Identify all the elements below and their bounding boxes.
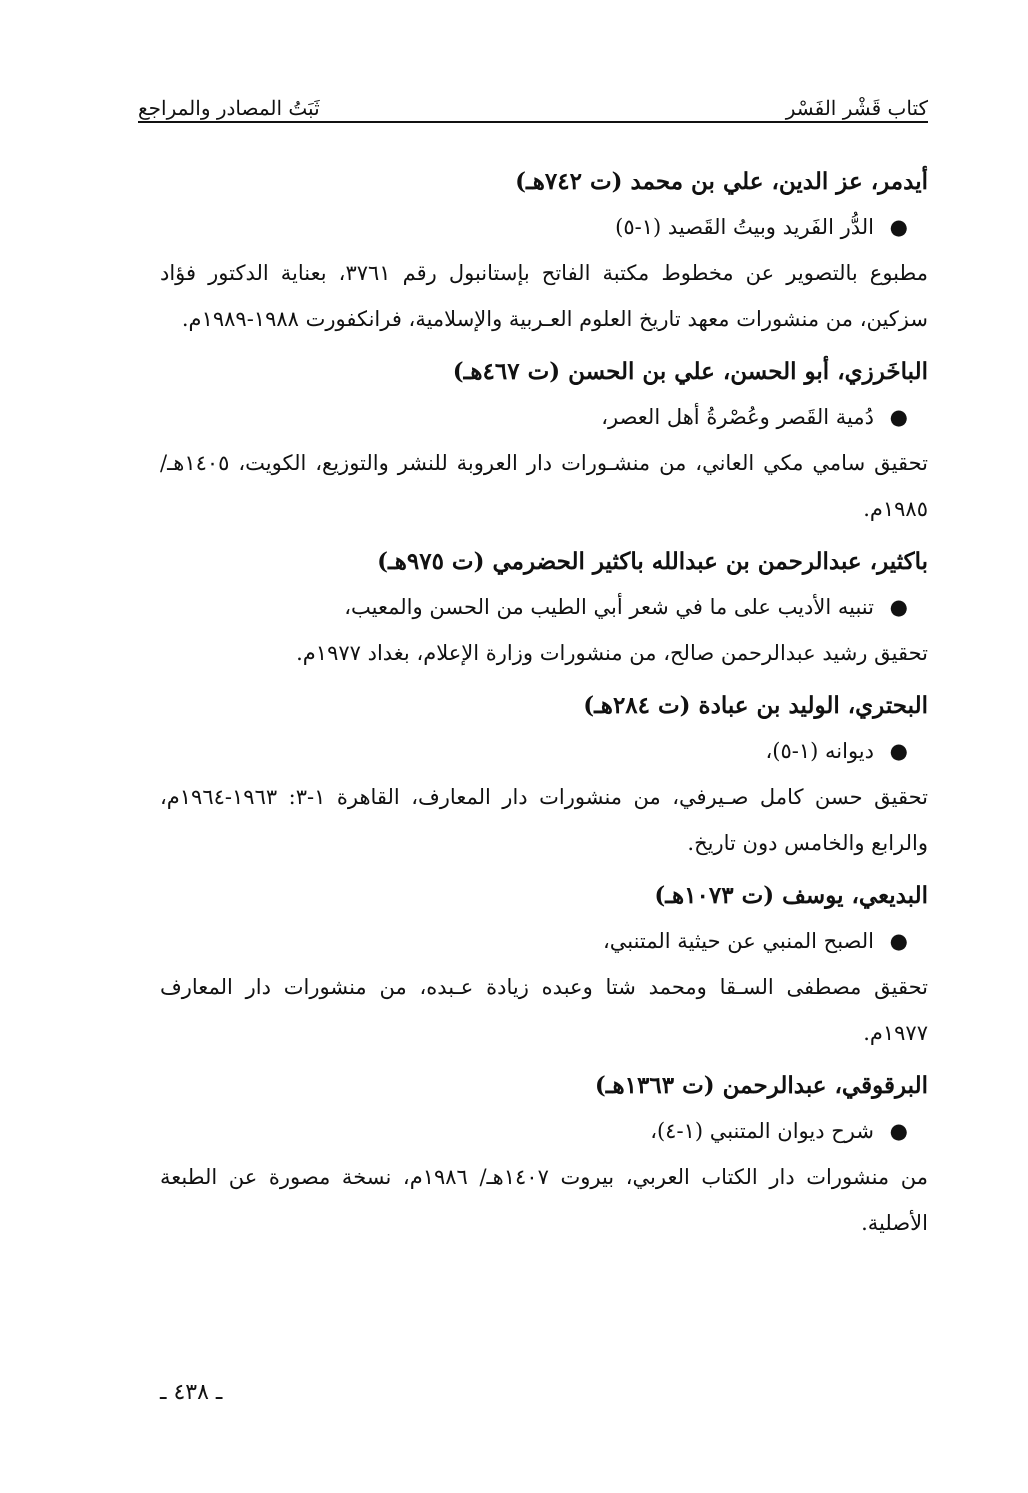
- entry-work: [160, 728, 928, 774]
- entry-author: البرقوقي، عبدالرحمن (ت ١٣٦٣هـ): [594, 1072, 928, 1099]
- entry-work-title: الدُّر الفَريد وبيتُ القَصيد (١-٥): [615, 215, 874, 239]
- entry-detail: تحقيق حسن كامل صـيرفي، من منشورات دار المعارف، القاهرة ١-٣: ١٩٦٣-١٩٦٤م، والرابع والخامس دون تاريخ.: [160, 785, 928, 855]
- entry-author: أيدمر، عز الدين، علي بن محمد (ت ٧٤٢هـ): [515, 168, 928, 195]
- entry-work-title: ديوانه (١-٥)،: [765, 739, 874, 763]
- entry-author: باكثير، عبدالرحمن بن عبدالله باكثير الحضرمي (ت ٩٧٥هـ): [377, 548, 928, 575]
- entry-work: [160, 394, 928, 440]
- entry-work: [160, 204, 928, 250]
- bibliography-entry: [160, 1064, 928, 1246]
- entry-detail: تحقيق مصطفى السـقا ومحمد شتا وعبده زيادة عـبده، من منشورات دار المعارف ١٩٧٧م.: [160, 975, 928, 1045]
- bullet-icon: ●: [889, 1119, 908, 1143]
- bullet-icon: ●: [889, 405, 908, 429]
- entry-author: الباخَرزي، أبو الحسن، علي بن الحسن (ت ٤٦٧هـ): [452, 358, 928, 385]
- entry-detail: مطبوع بالتصوير عن مخطوط مكتبة الفاتح بإستانبول رقم ٣٧٦١، بعناية الدكتور فؤاد سزكين، من منشورات معهد تاريخ العلوم العـربية والإسلامية، فرانكفورت ١٩٨٨-١٩٨٩م.: [160, 261, 928, 331]
- entry-work-title: دُمية القَصر وعُصْرةُ أهل العصر،: [601, 405, 874, 429]
- entry-detail: من منشورات دار الكتاب العربي، بيروت ١٤٠٧هـ/ ١٩٨٦م، نسخة مصورة عن الطبعة الأصلية.: [160, 1165, 929, 1235]
- bullet-icon: ●: [889, 595, 908, 619]
- bullet-icon: ●: [889, 215, 908, 239]
- entry-author: البديعي، يوسف (ت ١٠٧٣هـ): [654, 882, 928, 909]
- header-divider: [138, 121, 928, 123]
- entry-work-title: الصبح المنبي عن حيثية المتنبي،: [602, 929, 874, 953]
- bibliography-entry: [160, 540, 928, 676]
- bibliography-list: [160, 160, 928, 1254]
- header-section-title: ثَبَتُ المصادر والمراجع: [138, 96, 320, 120]
- entry-work: [160, 1108, 928, 1154]
- bullet-icon: ●: [889, 929, 908, 953]
- page-number: ـ ٤٣٨ ـ: [160, 1380, 223, 1405]
- bibliography-entry: [160, 160, 928, 342]
- entry-work: [160, 918, 928, 964]
- entry-work-title: تنبيه الأديب على ما في شعر أبي الطيب من الحسن والمعيب،: [344, 595, 874, 619]
- entry-work: [160, 584, 928, 630]
- running-header: [138, 84, 928, 120]
- bullet-icon: ●: [889, 739, 908, 763]
- entry-detail: تحقيق سامي مكي العاني، من منشـورات دار العروبة للنشر والتوزيع، الكويت، ١٤٠٥هـ/ ١٩٨٥م.: [160, 451, 928, 521]
- entry-author: البحتري، الوليد بن عبادة (ت ٢٨٤هـ): [583, 692, 928, 719]
- entry-work-title: شرح ديوان المتنبي (١-٤)،: [650, 1119, 874, 1143]
- bibliography-entry: [160, 350, 928, 532]
- bibliography-entry: [160, 874, 928, 1056]
- bibliography-entry: [160, 684, 928, 866]
- header-book-title: كتاب قَشْر الفَسْر: [785, 96, 928, 120]
- entry-detail: تحقيق رشيد عبدالرحمن صالح، من منشورات وزارة الإعلام، بغداد ١٩٧٧م.: [296, 641, 928, 665]
